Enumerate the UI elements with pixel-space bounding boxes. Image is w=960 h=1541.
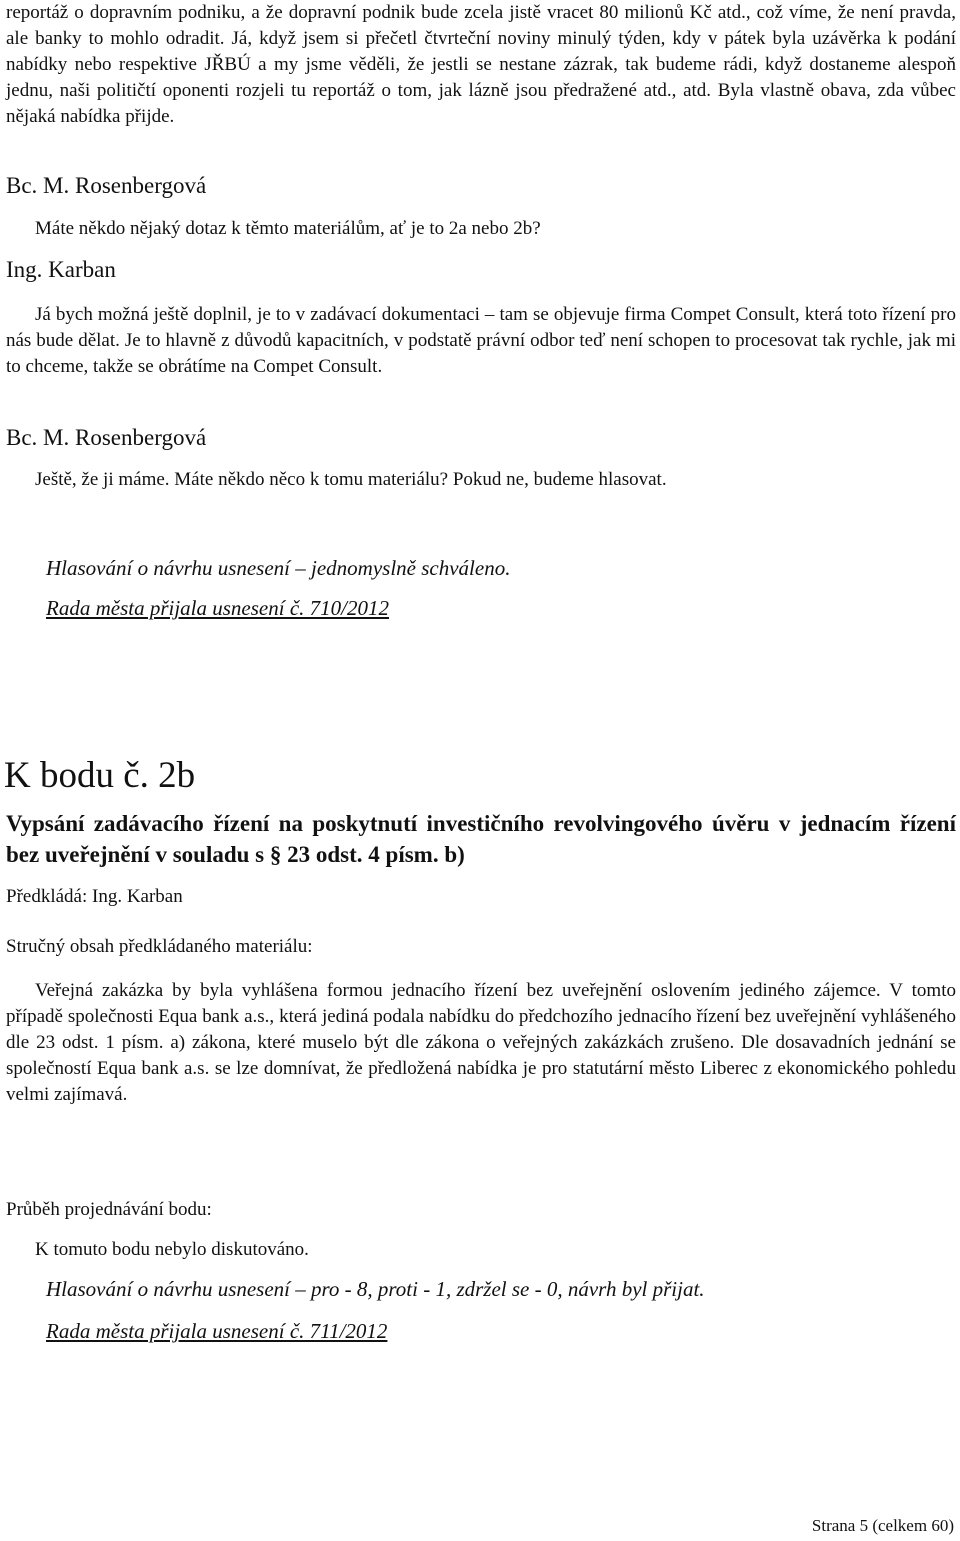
section-title: Vypsání zadávacího řízení na poskytnutí investičního revolvingového úvěru v jednacím řízení bez uveřejnění v souladu s § 23 odst. 4 písm. b) [6,811,956,867]
vote-result-1: Hlasování o návrhu usnesení – jednomyslně schváleno. [46,556,511,580]
discussion-label: Průběh projednávání bodu: [6,1199,212,1220]
presenter-line: Předkládá: Ing. Karban [6,886,183,907]
section-heading: K bodu č. 2b [4,755,196,796]
vote-result-2: Hlasování o návrhu usnesení – pro - 8, proti - 1, zdržel se - 0, návrh byl přijat. [46,1277,705,1301]
closing-question: Ještě, že ji máme. Máte někdo něco k tomu materiálu? Pokud ne, budeme hlasovat. [35,469,667,490]
discussion-text: K tomuto bodu nebylo diskutováno. [35,1239,309,1260]
summary-paragraph: Veřejná zakázka by byla vyhlášena formou jednacího řízení bez uveřejnění oslovením jediného zájemce. V tomto případě společnosti Equa bank a.s., která jediná podala nabídku do předchozího jednacího řízení bez uveřejnění vyhlášeného dle 23 odst. 1 písm. a) zákona, které muselo být dle zákona o veřejných zakázkách zrušeno. Dle dosavadních jednání se společností Equa bank a.s. se lze domnívat, že předložená nabídka je pro statutární město Liberec z ekonomického pohledu velmi zajímavá. [6,980,956,1105]
speaker-rosenbergova-1: Bc. M. Rosenbergová [6,173,207,198]
summary-label: Stručný obsah předkládaného materiálu: [6,936,313,957]
speaker-rosenbergova-2: Bc. M. Rosenbergová [6,425,207,450]
speaker-karban: Ing. Karban [6,257,116,282]
page-footer: Strana 5 (celkem 60) [811,1516,954,1535]
resolution-2: Rada města přijala usnesení č. 711/2012 [46,1319,388,1343]
resolution-1: Rada města přijala usnesení č. 710/2012 [46,596,389,620]
intro-paragraph: reportáž o dopravním podniku, a že dopravní podnik bude zcela jistě vracet 80 milionů Kč atd., což víme, že není pravda, ale banky to mohlo odradit. Já, když jsem si přečetl čtvrteční noviny minulý týden, kdy v pátek byla uzávěrka k podání nabídky nebo respektive JŘBÚ a my jsme věděli, že jestli se nestane zázrak, tak budeme rádi, když dostaneme alespoň jednu, naši političtí oponenti rozjeli tu reportáž o tom, jak lázně jsou předražené atd., atd. Byla vlastně obava, zda vůbec nějaká nabídka přijde. [6,2,956,127]
rosenbergova-question: Máte někdo nějaký dotaz k těmto materiálům, ať je to 2a nebo 2b? [35,218,541,239]
karban-paragraph: Já bych možná ještě doplnil, je to v zadávací dokumentaci – tam se objevuje firma Compet Consult, která toto řízení pro nás bude dělat. Je to hlavně z důvodů kapacitních, v podstatě právní odbor teď není schopen to procesovat tak rychle, jak mi to chceme, takže se obrátíme na Compet Consult. [6,304,956,377]
